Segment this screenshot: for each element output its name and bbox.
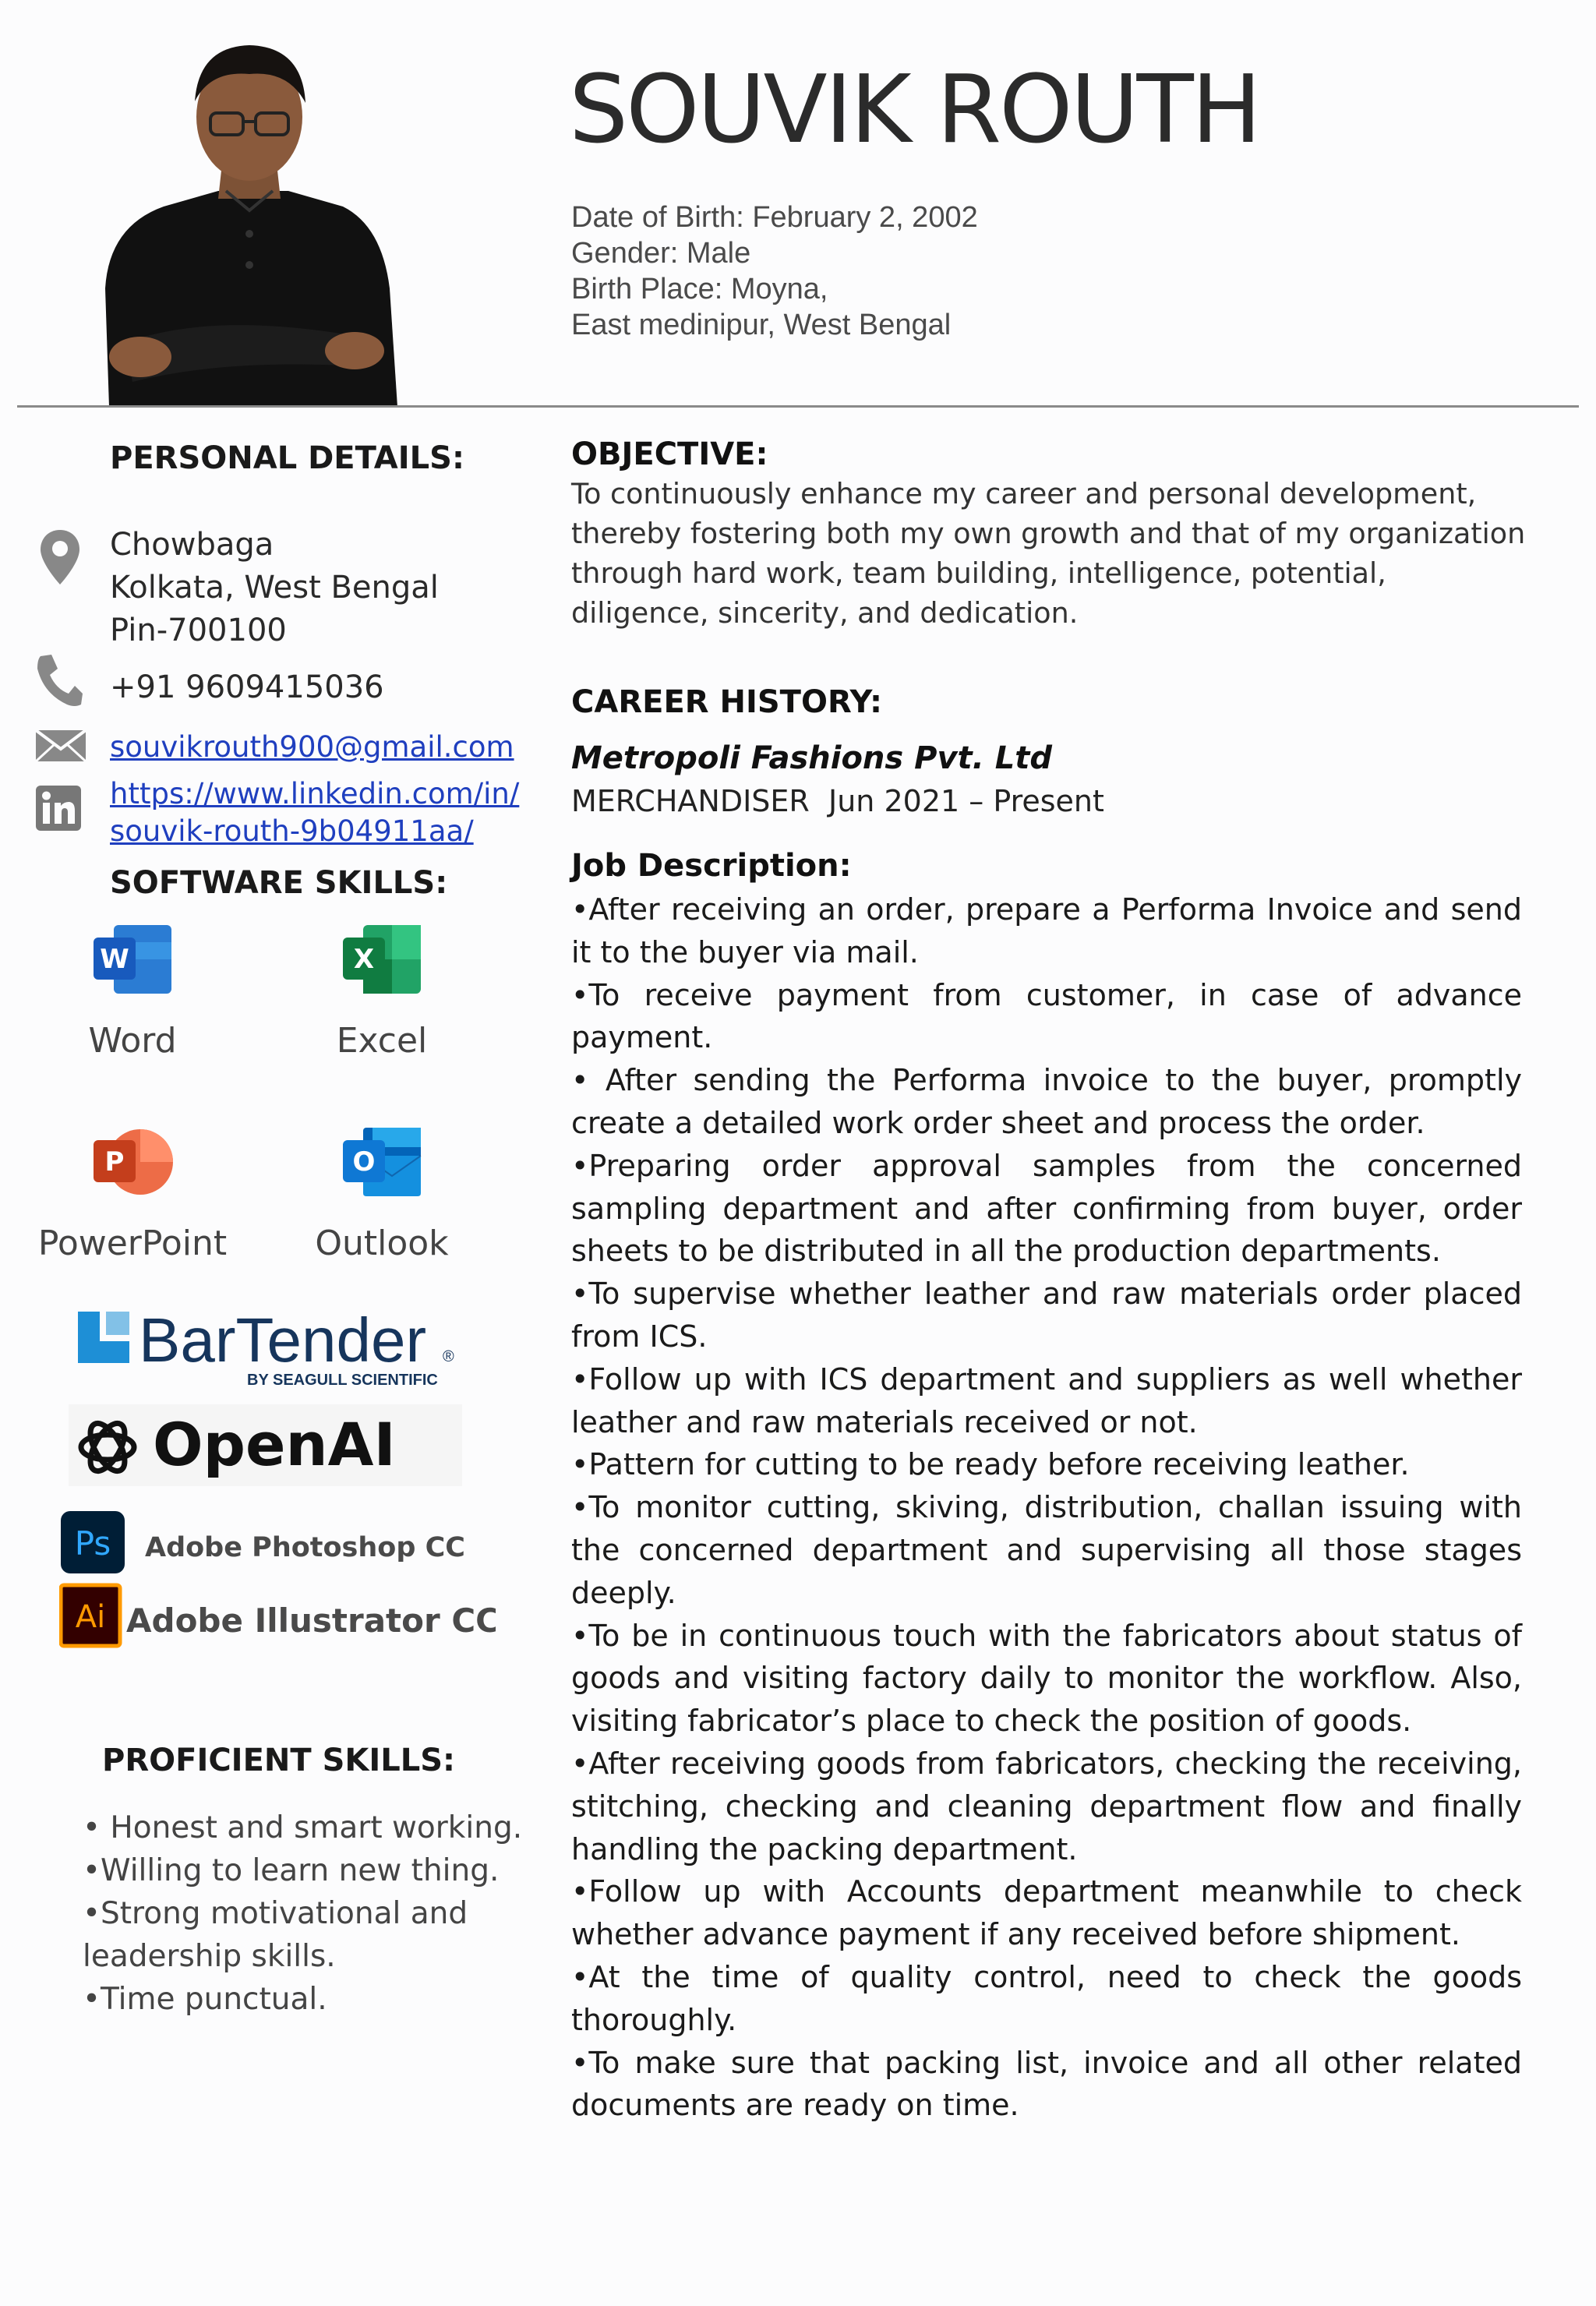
duty-item: • After sending the Performa invoice to the buyer, promptly create a detailed work order sheet and process the order. <box>571 1063 1522 1140</box>
address-line: Chowbaga <box>110 527 274 563</box>
bio-block <box>571 200 978 343</box>
svg-text:X: X <box>353 944 375 975</box>
address-block <box>110 524 439 652</box>
job-description-title: Job Description: <box>571 848 852 884</box>
illustrator-logo <box>59 1582 496 1652</box>
duty-item: •After receiving goods from fabricators, checking the receiving, stitching, checking and cleaning department flow and finally handling the packing department. <box>571 1746 1522 1866</box>
candidate-name: SOUVIK ROUTH <box>569 56 1259 164</box>
duty-item: •Follow up with Accounts department meanwhile to check whether advance payment if any received before shipment. <box>571 1874 1522 1952</box>
linkedin-link-line[interactable]: souvik-routh-9b04911aa/ <box>110 814 474 848</box>
list-item: leadership skills. <box>83 1939 336 1974</box>
duty-item: •At the time of quality control, need to check the goods thoroughly. <box>571 1959 1522 2037</box>
header-divider <box>17 405 1579 408</box>
job-role: MERCHANDISER <box>571 784 810 818</box>
duty-item: •After receiving an order, prepare a Performa Invoice and send it to the buyer via mail. <box>571 892 1522 969</box>
phone-icon <box>36 653 84 708</box>
bartender-logo <box>72 1305 461 1391</box>
excel-label: Excel <box>336 1021 428 1061</box>
openai-logo <box>69 1404 462 1486</box>
phone-number: +91 9609415036 <box>110 669 384 705</box>
svg-text:Adobe Illustrator CC: Adobe Illustrator CC <box>126 1601 496 1640</box>
svg-text:P: P <box>104 1146 125 1178</box>
list-item: •Willing to learn new thing. <box>83 1853 500 1888</box>
duty-item: •To make sure that packing list, invoice and all other related documents are ready on time. <box>571 2045 1522 2123</box>
powerpoint-label: PowerPoint <box>37 1224 228 1263</box>
svg-text:Adobe Photoshop CC: Adobe Photoshop CC <box>145 1532 465 1563</box>
duty-item: •Pattern for cutting to be ready before receiving leather. <box>571 1447 1410 1482</box>
outlook-label: Outlook <box>315 1224 449 1263</box>
svg-text:BarTender: BarTender <box>139 1305 427 1375</box>
word-icon <box>92 923 173 995</box>
birth-place: Birth Place: Moyna, <box>571 273 828 305</box>
location-pin-icon <box>39 528 81 586</box>
word-label: Word <box>88 1021 177 1061</box>
email-icon <box>34 729 87 763</box>
photoshop-logo <box>59 1508 480 1578</box>
list-item: •Time punctual. <box>83 1982 327 2017</box>
svg-text:OpenAI: OpenAI <box>153 1410 396 1479</box>
duty-item: •To receive payment from customer, in case of advance payment. <box>571 977 1522 1055</box>
address-line: Kolkata, West Bengal <box>110 570 439 606</box>
career-history-title: CAREER HISTORY: <box>571 684 883 720</box>
linkedin-link[interactable] <box>110 775 519 850</box>
svg-text:BY SEAGULL SCIENTIFIC: BY SEAGULL SCIENTIFIC <box>247 1372 438 1389</box>
duty-item: •To supervise whether leather and raw materials order placed from ICS. <box>571 1277 1522 1354</box>
list-item: • Honest and smart working. <box>83 1810 523 1845</box>
excel-icon <box>341 923 422 995</box>
linkedin-icon <box>36 786 81 831</box>
proficient-skills-title: PROFICIENT SKILLS: <box>102 1743 456 1778</box>
job-line <box>571 784 1104 818</box>
company-name: Metropoli Fashions Pvt. Ltd <box>571 740 1053 776</box>
duty-item: •To monitor cutting, skiving, distribution, challan issuing with the concerned department and supervising all those stages deeply. <box>571 1490 1522 1610</box>
svg-text:W: W <box>100 944 129 975</box>
job-period: Jun 2021 – Present <box>828 784 1104 818</box>
objective-text: To continuously enhance my career and personal development, thereby fostering both my own growth and that of my organization through hard work, team building, intelligence, potential, diligence, sincerity, and dedication. <box>571 477 1526 630</box>
date-of-birth: Date of Birth: February 2, 2002 <box>571 201 978 234</box>
proficient-skills-list <box>83 1806 522 2021</box>
address-line: Pin-700100 <box>110 613 287 648</box>
birth-place-region: East medinipur, West Bengal <box>571 309 952 341</box>
svg-text:Ai: Ai <box>75 1599 106 1635</box>
duty-item: •Follow up with ICS department and suppliers as well whether leather and raw materials received or not. <box>571 1361 1522 1439</box>
svg-text:O: O <box>352 1146 376 1178</box>
outlook-icon <box>341 1126 422 1198</box>
svg-text:®: ® <box>443 1348 454 1365</box>
list-item: •Strong motivational and <box>83 1896 468 1931</box>
software-skills-title: SOFTWARE SKILLS: <box>110 865 448 901</box>
job-duties-list <box>571 888 1522 2127</box>
email-link[interactable]: souvikrouth900@gmail.com <box>110 730 514 764</box>
duty-item: •To be in continuous touch with the fabricators about status of goods and visiting factory daily to monitor the workflow. Also, visiting fabricator’s place to check the position of goods. <box>571 1618 1522 1739</box>
duty-item: •Preparing order approval samples from the concerned sampling department and after confirming from buyer, order sheets to be distributed in all the production departments. <box>571 1148 1522 1269</box>
gender: Gender: Male <box>571 237 751 270</box>
personal-details-title: PERSONAL DETAILS: <box>110 440 464 476</box>
powerpoint-icon <box>92 1126 173 1198</box>
svg-text:Ps: Ps <box>74 1524 111 1563</box>
linkedin-link-line[interactable]: https://www.linkedin.com/in/ <box>110 777 520 810</box>
objective-title: OBJECTIVE: <box>571 436 768 472</box>
profile-photo <box>94 31 405 407</box>
